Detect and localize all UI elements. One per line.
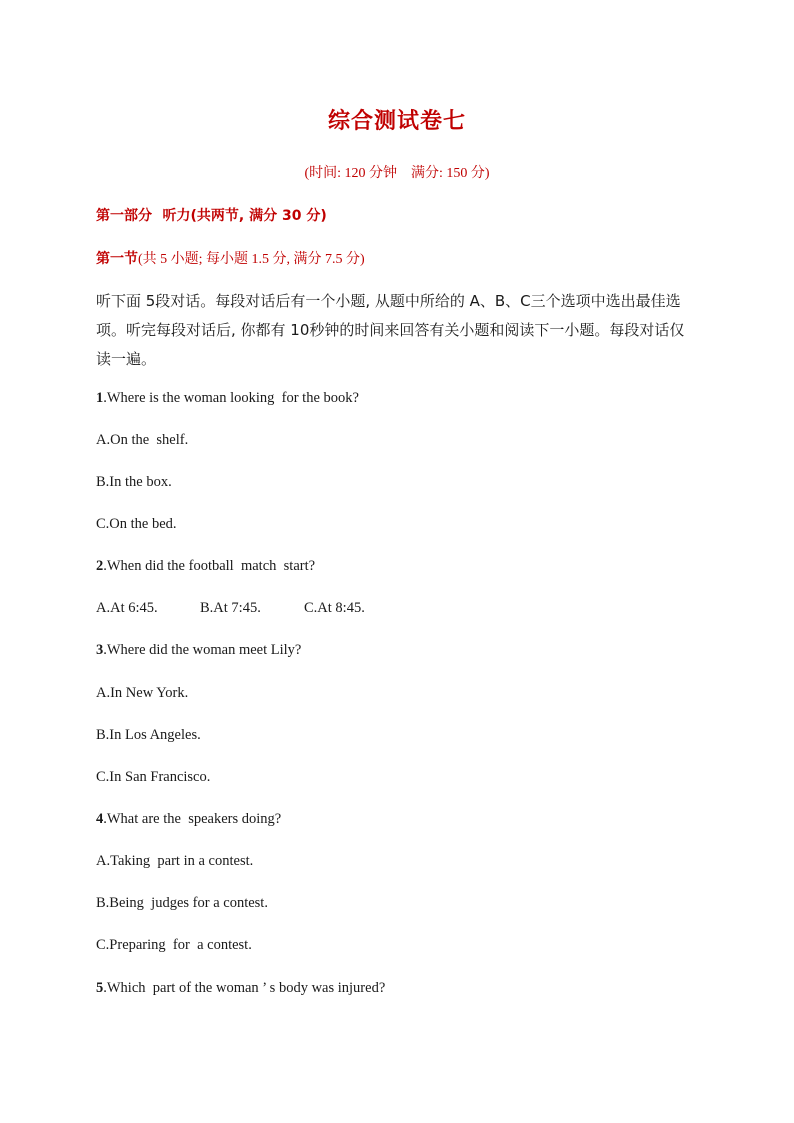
instructions-paragraph: 听下面 5段对话。每段对话后有一个小题, 从题中所给的 A、B、C三个选项中选出最佳选项。听完每段对话后, 你都有 10秒钟的时间来回答有关小题和阅读下一小题。每段对话仅读一遍。 bbox=[96, 292, 685, 368]
question-number: 3 bbox=[96, 642, 104, 658]
option-1a: A.On the shelf. bbox=[96, 432, 189, 448]
question-text: .Where did the woman meet Lily? bbox=[103, 642, 302, 658]
section-heading-label: 第一节 bbox=[96, 251, 138, 267]
option-3a: A.In New York. bbox=[96, 685, 189, 701]
question-number: 4 bbox=[96, 811, 104, 827]
section-heading-detail: (共 5 小题; 每小题 1.5 分, 满分 7.5 分) bbox=[138, 252, 365, 267]
total-score: 满分: 150 分) bbox=[411, 166, 490, 181]
question-text: .What are the speakers doing? bbox=[103, 811, 282, 827]
part-heading-label: 第一部分 bbox=[96, 208, 152, 224]
question-4 bbox=[96, 811, 281, 828]
options-row-2 bbox=[96, 600, 365, 617]
section-heading bbox=[96, 248, 365, 268]
question-5 bbox=[96, 980, 385, 997]
time-limit: (时间: 120 分钟 bbox=[304, 166, 397, 181]
question-2 bbox=[96, 558, 315, 575]
option-1b: B.In the box. bbox=[96, 474, 172, 490]
option-4c: C.Preparing for a contest. bbox=[96, 937, 252, 953]
question-text: .When did the football match start? bbox=[103, 558, 316, 574]
part-heading-detail: 听力(共两节, 满分 30 分) bbox=[162, 208, 327, 224]
option-2c: C.At 8:45. bbox=[304, 600, 365, 616]
question-3 bbox=[96, 642, 301, 659]
page-title: 综合测试卷七 bbox=[327, 109, 466, 134]
question-number: 5 bbox=[96, 980, 104, 996]
option-3c: C.In San Francisco. bbox=[96, 769, 211, 785]
question-number: 1 bbox=[96, 390, 104, 406]
option-2b: B.At 7:45. bbox=[200, 600, 261, 616]
option-4a: A.Taking part in a contest. bbox=[96, 853, 254, 869]
question-text: .Which part of the woman ’ s body was injured? bbox=[103, 980, 386, 996]
option-4b: B.Being judges for a contest. bbox=[96, 895, 268, 911]
question-number: 2 bbox=[96, 558, 104, 574]
option-1c: C.On the bed. bbox=[96, 516, 177, 532]
exam-info bbox=[0, 162, 794, 182]
option-2a: A.At 6:45. bbox=[96, 600, 158, 616]
question-text: .Where is the woman looking for the book? bbox=[103, 390, 359, 406]
question-1 bbox=[96, 390, 359, 407]
option-3b: B.In Los Angeles. bbox=[96, 727, 201, 743]
part-heading bbox=[96, 205, 327, 225]
